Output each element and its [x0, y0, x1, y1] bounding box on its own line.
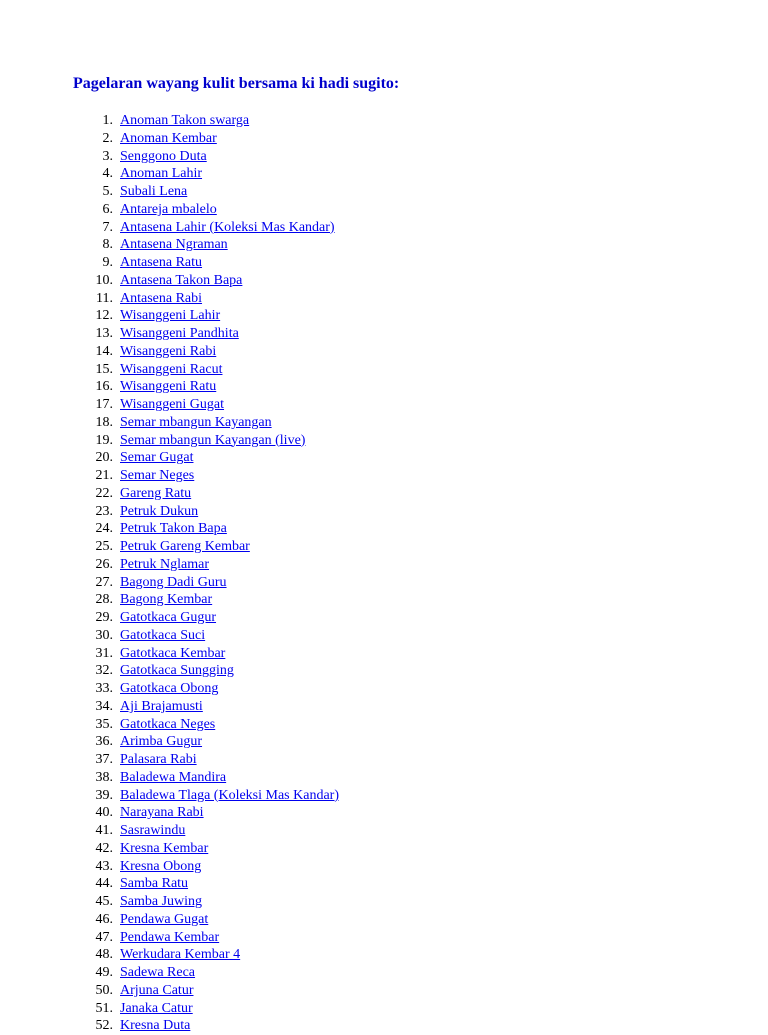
list-item-number: 28. [95, 592, 113, 608]
episode-link[interactable]: Antasena Ngraman [120, 237, 228, 253]
episode-link[interactable]: Bagong Dadi Guru [120, 574, 227, 590]
list-item-number: 49. [95, 965, 113, 980]
episode-link[interactable]: Anoman Kembar [120, 130, 217, 146]
episode-link[interactable]: Petruk Dukun [120, 503, 199, 519]
episode-link[interactable]: Petruk Takon Bapa [120, 521, 227, 537]
episode-link[interactable]: Wisanggeni Gugat [120, 397, 225, 412]
list-item-number: 12. [95, 308, 113, 324]
episode-link[interactable]: Narayana Rabi [120, 805, 204, 821]
episode-link[interactable]: Antareja mbalelo [120, 201, 217, 217]
episode-link[interactable]: Sadewa Reca [120, 965, 196, 980]
list-item-number: 45. [95, 894, 113, 909]
list-item-number: 18. [95, 414, 113, 430]
episode-link[interactable]: Bagong Kembar [120, 592, 213, 608]
list-item-number: 52. [95, 1018, 113, 1034]
episode-link[interactable]: Gatotkaca Neges [120, 716, 216, 732]
list-item-number: 41. [95, 823, 113, 838]
list-item-number: 5. [102, 184, 113, 199]
list-item-number: 4. [102, 166, 113, 182]
list-item-number: 22. [95, 485, 113, 501]
list-item-number: 27. [95, 574, 113, 590]
episode-link[interactable]: Gatotkaca Suci [120, 627, 206, 643]
list-item-number: 16. [95, 379, 113, 395]
episode-link[interactable]: Anoman Takon swarga [120, 113, 250, 128]
episode-link[interactable]: Antasena Rabi [120, 290, 203, 306]
list-item-number: 29. [95, 610, 113, 625]
episode-link[interactable]: Wisanggeni Rabi [120, 343, 217, 359]
list-item-number: 24. [95, 521, 113, 537]
list-item-number: 50. [95, 982, 113, 998]
list-item-number: 15. [95, 361, 113, 377]
episode-link[interactable]: Wisanggeni Lahir [120, 308, 221, 324]
list-item-number: 42. [95, 840, 113, 856]
list-item-number: 47. [95, 929, 113, 945]
episode-link[interactable]: Semar mbangun Kayangan (live) [120, 432, 306, 448]
list-item-number: 8. [102, 237, 113, 253]
list-item-number: 9. [102, 255, 113, 270]
list-item-number: 3. [102, 148, 113, 164]
page-heading: Pagelaran wayang kulit bersama ki hadi sugito: [73, 75, 400, 92]
list-item-number: 7. [102, 219, 113, 235]
episode-link[interactable]: Pendawa Gugat [120, 911, 209, 927]
list-item-number: 11. [96, 290, 113, 306]
list-item-number: 13. [95, 326, 113, 341]
episode-link[interactable]: Palasara Rabi [120, 752, 197, 767]
episode-link[interactable]: Baladewa Mandira [120, 769, 227, 785]
episode-link[interactable]: Arimba Gugur [120, 734, 203, 750]
episode-link[interactable]: Samba Juwing [120, 894, 203, 909]
list-item-number: 33. [95, 681, 113, 696]
list-item-number: 35. [95, 716, 113, 732]
episode-link[interactable]: Wisanggeni Ratu [120, 379, 217, 395]
episode-link[interactable]: Gatotkaca Obong [120, 681, 219, 696]
list-item-number: 26. [95, 556, 113, 572]
list-item-number: 32. [95, 663, 113, 679]
list-item-number: 20. [95, 450, 113, 466]
list-item-number: 37. [95, 752, 113, 767]
list-item-number: 39. [95, 787, 113, 803]
episode-link[interactable]: Petruk Nglamar [120, 556, 210, 572]
episode-link[interactable]: Antasena Takon Bapa [120, 272, 243, 288]
list-item-number: 46. [95, 911, 113, 927]
episode-link[interactable]: Antasena Lahir (Koleksi Mas Kandar) [120, 219, 335, 235]
list-item-number: 31. [95, 645, 113, 661]
episode-link[interactable]: Arjuna Catur [120, 982, 194, 998]
episode-link[interactable]: Subali Lena [120, 184, 188, 199]
episode-link[interactable]: Gareng Ratu [120, 485, 192, 501]
episode-link[interactable]: Petruk Gareng Kembar [120, 539, 250, 554]
episode-link[interactable]: Kresna Kembar [120, 840, 209, 856]
episode-link[interactable]: Semar Neges [120, 468, 195, 483]
episode-link[interactable]: Sasrawindu [120, 823, 186, 838]
list-item-number: 10. [95, 272, 113, 288]
list-item-number: 30. [95, 627, 113, 643]
episode-link[interactable]: Aji Brajamusti [120, 698, 203, 714]
list-item-number: 44. [95, 876, 113, 892]
list-item-number: 6. [102, 201, 113, 217]
episode-link[interactable]: Antasena Ratu [120, 255, 203, 270]
list-item-number: 43. [95, 858, 113, 874]
episode-link[interactable]: Baladewa Tlaga (Koleksi Mas Kandar) [120, 787, 339, 803]
list-item-number: 21. [95, 468, 113, 483]
episode-link[interactable]: Werkudara Kembar 4 [120, 947, 241, 963]
episode-link[interactable]: Samba Ratu [120, 876, 189, 892]
list-item-number: 40. [95, 805, 113, 821]
episode-link[interactable]: Gatotkaca Sungging [120, 663, 234, 679]
list-item-number: 2. [102, 130, 113, 146]
list-item-number: 19. [95, 432, 113, 448]
episode-link[interactable]: Kresna Duta [120, 1018, 191, 1034]
episode-link[interactable]: Wisanggeni Racut [120, 361, 223, 377]
episode-link[interactable]: Gatotkaca Kembar [120, 645, 226, 661]
list-item-number: 34. [95, 698, 113, 714]
list-item-number: 38. [95, 769, 113, 785]
list-item-number: 14. [95, 343, 113, 359]
list-item-number: 48. [95, 947, 113, 963]
episode-link[interactable]: Gatotkaca Gugur [120, 610, 217, 625]
list-item-number: 36. [95, 734, 113, 750]
episode-link[interactable]: Semar Gugat [120, 450, 194, 466]
episode-link[interactable]: Wisanggeni Pandhita [120, 326, 239, 341]
episode-link[interactable]: Senggono Duta [120, 148, 207, 164]
list-item-number: 17. [95, 397, 113, 412]
list-item-number: 25. [95, 539, 113, 554]
list-item-number: 23. [95, 503, 113, 519]
episode-link[interactable]: Kresna Obong [120, 858, 202, 874]
list-item-number: 1. [102, 113, 113, 128]
episode-link[interactable]: Semar mbangun Kayangan [120, 414, 272, 430]
episode-link[interactable]: Janaka Catur [120, 1000, 193, 1016]
list-item-number: 51. [95, 1000, 113, 1016]
episode-link[interactable]: Pendawa Kembar [120, 929, 220, 945]
episode-link[interactable]: Anoman Lahir [120, 166, 203, 182]
